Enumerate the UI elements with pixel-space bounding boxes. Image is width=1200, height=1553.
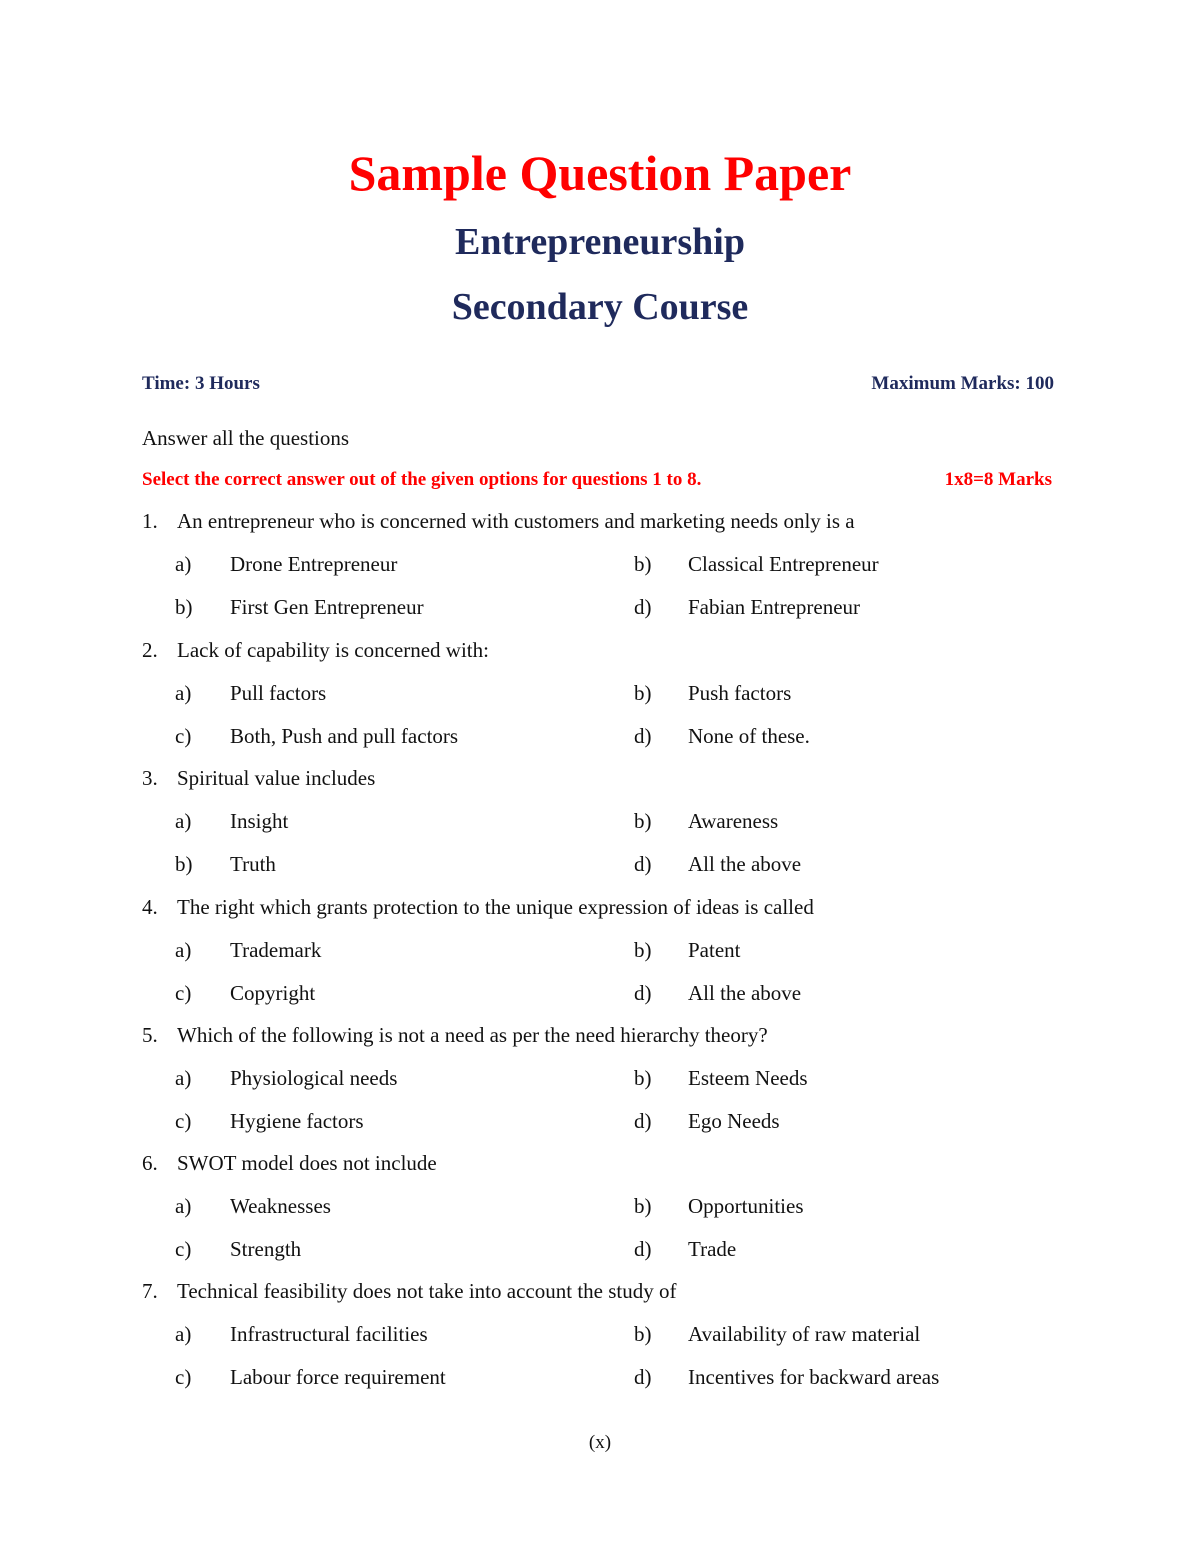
option-label: b) [634,1194,652,1218]
option-text: Truth [230,852,276,876]
option-text: Trade [688,1237,737,1261]
subject-heading: Entrepreneurship [455,221,745,263]
option-label: c) [175,1365,192,1389]
time-label: Time: 3 Hours [142,373,260,394]
question-number: 7. [142,1279,158,1303]
question-number: 1. [142,509,158,533]
question-number: 5. [142,1023,158,1047]
option-label: d) [634,595,652,619]
option-label: b) [634,938,652,962]
option-label: c) [175,1109,192,1133]
option-text: Availability of raw material [688,1322,921,1346]
question-text: An entrepreneur who is concerned with customers and marketing needs only is a [177,509,855,533]
section-instruction-text: Select the correct answer out of the given options for questions 1 to 8. [142,469,702,490]
question-number: 2. [142,638,158,662]
option-label: a) [175,938,192,962]
option-label: d) [634,724,652,748]
question-text: Lack of capability is concerned with: [177,638,489,662]
option-text: Physiological needs [230,1066,398,1090]
option-label: c) [175,724,192,748]
option-label: b) [175,595,193,619]
question-number: 3. [142,766,158,790]
option-text: Strength [230,1237,302,1261]
page-title: Sample Question Paper [348,145,852,201]
option-text: Insight [230,809,289,833]
option-label: b) [634,1322,652,1346]
option-text: Both, Push and pull factors [230,724,459,748]
option-text: Labour force requirement [230,1365,446,1389]
question-text: Which of the following is not a need as per the need hierarchy theory? [177,1023,768,1047]
course-heading: Secondary Course [451,286,749,328]
option-text: Push factors [688,681,792,705]
option-text: Classical Entrepreneur [688,552,879,576]
option-text: Awareness [688,809,779,833]
option-label: b) [175,852,193,876]
option-label: c) [175,981,192,1005]
option-text: Fabian Entrepreneur [688,595,861,619]
option-label: b) [634,809,652,833]
option-label: a) [175,809,192,833]
option-text: Trademark [230,938,322,962]
option-text: Hygiene factors [230,1109,364,1133]
option-label: a) [175,1066,192,1090]
max-marks-label: Maximum Marks: 100 [871,373,1054,394]
option-label: a) [175,1322,192,1346]
option-text: Drone Entrepreneur [230,552,398,576]
question-number: 6. [142,1151,158,1175]
option-label: d) [634,1365,652,1389]
option-text: First Gen Entrepreneur [230,595,424,619]
option-label: c) [175,1237,192,1261]
option-text: Pull factors [230,681,327,705]
question-text: SWOT model does not include [177,1151,437,1175]
page-number: (x) [588,1432,612,1453]
option-text: None of these. [688,724,810,748]
option-label: d) [634,1109,652,1133]
option-label: b) [634,1066,652,1090]
question-text: Technical feasibility does not take into account the study of [177,1279,677,1303]
option-label: a) [175,552,192,576]
general-instruction: Answer all the questions [142,426,350,450]
option-text: Patent [688,938,741,962]
option-label: d) [634,1237,652,1261]
option-text: Weaknesses [230,1194,331,1218]
option-text: Opportunities [688,1194,804,1218]
option-label: d) [634,981,652,1005]
option-label: d) [634,852,652,876]
option-text: All the above [688,981,802,1005]
option-text: Ego Needs [688,1109,780,1133]
option-text: All the above [688,852,802,876]
option-text: Esteem Needs [688,1066,808,1090]
question-text: The right which grants protection to the unique expression of ideas is called [177,895,814,919]
question-number: 4. [142,895,158,919]
option-label: a) [175,1194,192,1218]
section-marks: 1x8=8 Marks [944,469,1052,490]
option-text: Copyright [230,981,316,1005]
option-text: Infrastructural facilities [230,1322,428,1346]
option-label: a) [175,681,192,705]
option-label: b) [634,552,652,576]
question-text: Spiritual value includes [177,766,376,790]
option-label: b) [634,681,652,705]
option-text: Incentives for backward areas [688,1365,940,1389]
